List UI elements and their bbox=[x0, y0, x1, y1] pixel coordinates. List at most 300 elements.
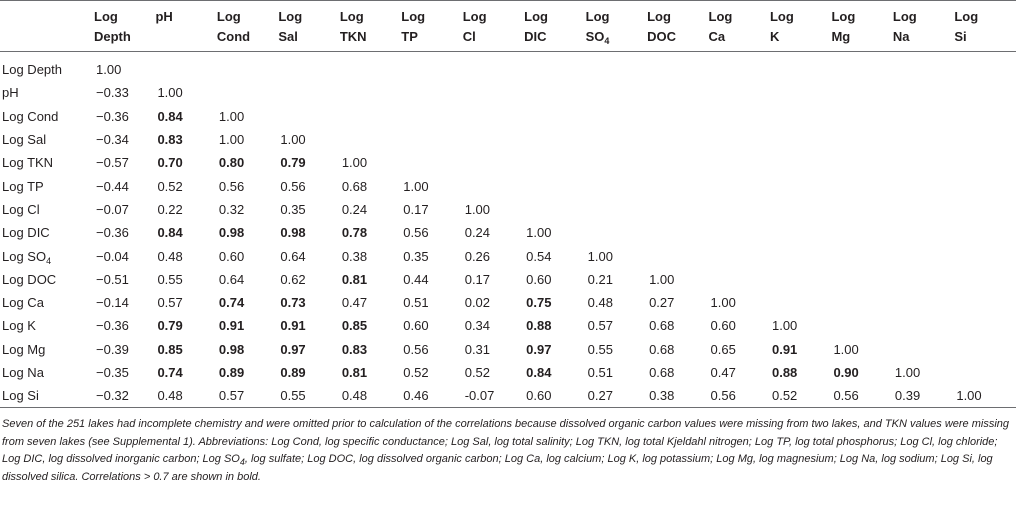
row-label bbox=[0, 105, 94, 128]
table-cell: −0.36 bbox=[96, 108, 129, 124]
table-cell: 0.83 bbox=[341, 341, 368, 357]
column-header-line2 bbox=[217, 27, 278, 47]
row-label-subscript: 4 bbox=[46, 255, 52, 266]
column-header-line1: Log bbox=[769, 9, 794, 24]
table-cell bbox=[893, 338, 954, 361]
column-header-line2-text: TP bbox=[401, 29, 418, 44]
column-header-subscript: 4 bbox=[604, 36, 610, 46]
column-header-line2-text: Cl bbox=[462, 29, 476, 44]
table-cell: 0.64 bbox=[280, 248, 306, 264]
table-cell bbox=[770, 81, 831, 104]
table-row bbox=[0, 338, 1016, 361]
table-cell: 0.98 bbox=[280, 225, 306, 241]
column-header bbox=[217, 1, 278, 52]
table-row bbox=[0, 314, 1016, 337]
table-cell bbox=[524, 198, 585, 221]
table-cell: 1.00 bbox=[710, 295, 736, 311]
table-cell: −0.44 bbox=[96, 178, 129, 194]
table-cell: −0.04 bbox=[96, 248, 129, 264]
column-header bbox=[155, 1, 216, 52]
table-cell bbox=[340, 128, 401, 151]
table-row bbox=[0, 244, 1016, 267]
column-header-line1: Log bbox=[524, 9, 548, 24]
table-cell: 0.46 bbox=[403, 388, 429, 404]
row-label-text: Log Cond bbox=[2, 108, 59, 124]
table-cell: −0.51 bbox=[96, 271, 129, 287]
table-cell: 0.81 bbox=[341, 271, 368, 287]
table-cell bbox=[463, 174, 524, 197]
table-cell bbox=[954, 291, 1016, 314]
table-row bbox=[0, 198, 1016, 221]
table-cell: 0.56 bbox=[280, 178, 306, 194]
table-cell: 0.98 bbox=[218, 225, 245, 241]
table-cell bbox=[770, 268, 831, 291]
table-cell: 0.52 bbox=[403, 365, 429, 380]
column-header bbox=[647, 1, 708, 52]
table-cell: 0.84 bbox=[157, 108, 183, 124]
table-cell: 0.38 bbox=[649, 388, 675, 404]
table-cell: −0.57 bbox=[96, 155, 129, 171]
table-cell: 0.74 bbox=[157, 365, 183, 380]
table-cell: −0.36 bbox=[96, 318, 129, 334]
table-cell bbox=[831, 151, 892, 174]
footnote-text-1: Seven of the 251 lakes had incomplete chemistry and were omitted prior to calculation of the correlations because dissolved organic carbon values were missing from two lakes, and TKN values were missing from seven lakes (see Supplemental 1). Abbreviations: Log Cond, log specific conductance; Log Sal, log total salinity; Log TKN, log total Kjeldahl nitrogen; Log TP, log total phosphorus; Log Cl, log chloride; Log DIC, log dissolved inorganic carbon; Log SO bbox=[2, 418, 1009, 466]
table-cell: 0.88 bbox=[526, 318, 552, 334]
header-corner bbox=[0, 1, 94, 52]
table-cell bbox=[647, 52, 708, 82]
row-label-text: Log DOC bbox=[2, 271, 57, 287]
table-cell: 0.54 bbox=[526, 248, 552, 264]
table-cell bbox=[586, 198, 647, 221]
row-label-text: pH bbox=[2, 85, 19, 101]
table-cell: 0.91 bbox=[218, 318, 245, 334]
table-cell bbox=[647, 105, 708, 128]
table-cell: 1.00 bbox=[894, 365, 921, 380]
table-cell bbox=[954, 244, 1016, 267]
table-cell bbox=[954, 338, 1016, 361]
table-cell: 0.75 bbox=[526, 295, 552, 311]
table-cell: 0.81 bbox=[341, 365, 368, 380]
table-cell: 0.88 bbox=[771, 365, 798, 380]
table-row bbox=[0, 361, 1016, 384]
table-cell: 0.60 bbox=[218, 248, 245, 264]
row-label-text: Log Depth bbox=[2, 62, 62, 78]
table-cell bbox=[831, 268, 892, 291]
table-cell bbox=[278, 81, 339, 104]
row-label-text: Log Cl bbox=[2, 201, 40, 217]
table-cell bbox=[770, 128, 831, 151]
table-cell: 0.52 bbox=[157, 178, 183, 194]
row-label-text: Log Ca bbox=[2, 295, 44, 311]
column-header-line1: Log bbox=[216, 9, 241, 24]
table-cell: -0.07 bbox=[464, 388, 495, 404]
column-header-line2-text: Depth bbox=[94, 29, 131, 44]
table-cell: 0.78 bbox=[341, 225, 368, 241]
table-cell: 1.00 bbox=[218, 108, 245, 124]
table-cell: 0.57 bbox=[218, 388, 245, 404]
table-cell bbox=[709, 81, 770, 104]
table-cell: 0.73 bbox=[280, 295, 306, 311]
row-label bbox=[0, 174, 94, 197]
table-cell bbox=[954, 52, 1016, 82]
table-cell bbox=[340, 81, 401, 104]
column-header-line2 bbox=[401, 27, 462, 47]
table-cell bbox=[893, 198, 954, 221]
table-cell: 0.60 bbox=[526, 271, 552, 287]
table-row bbox=[0, 128, 1016, 151]
column-header-line1: Log bbox=[831, 9, 856, 24]
table-cell bbox=[770, 174, 831, 197]
table-cell: 1.00 bbox=[403, 178, 429, 194]
row-label-text: Log Mg bbox=[2, 341, 46, 357]
table-cell: 0.60 bbox=[526, 388, 552, 404]
table-cell: 0.65 bbox=[710, 341, 736, 357]
table-cell bbox=[709, 198, 770, 221]
table-cell bbox=[893, 291, 954, 314]
table-cell: 0.97 bbox=[280, 341, 306, 357]
row-label-text: Log TP bbox=[2, 178, 44, 194]
table-cell bbox=[278, 105, 339, 128]
column-header-line1: Log bbox=[462, 9, 487, 24]
table-cell bbox=[340, 52, 401, 82]
column-header bbox=[463, 1, 524, 52]
table-row bbox=[0, 52, 1016, 82]
table-cell bbox=[340, 105, 401, 128]
table-cell: 0.51 bbox=[587, 365, 613, 380]
table-cell bbox=[463, 105, 524, 128]
table-cell: 0.22 bbox=[157, 201, 183, 217]
column-header bbox=[831, 1, 892, 52]
column-header-line2-text: DIC bbox=[524, 29, 547, 44]
table-cell bbox=[586, 151, 647, 174]
table-cell bbox=[831, 221, 892, 244]
column-header-line2 bbox=[831, 27, 892, 47]
table-cell bbox=[586, 174, 647, 197]
table-cell bbox=[954, 174, 1016, 197]
table-cell bbox=[524, 128, 585, 151]
table-cell: 0.48 bbox=[341, 388, 368, 404]
row-label bbox=[0, 338, 94, 361]
table-cell bbox=[770, 105, 831, 128]
column-header-line2 bbox=[709, 27, 770, 47]
column-header-line2-text: Ca bbox=[708, 29, 726, 44]
column-header-line2-text: DOC bbox=[647, 29, 676, 44]
table-cell: 0.91 bbox=[280, 318, 306, 334]
table-cell: 0.27 bbox=[649, 295, 675, 311]
column-header-line2 bbox=[647, 27, 708, 47]
table-row bbox=[0, 105, 1016, 128]
table-row bbox=[0, 268, 1016, 291]
table-cell: 0.17 bbox=[464, 271, 491, 287]
table-cell: 0.80 bbox=[218, 155, 245, 171]
table-cell: 0.90 bbox=[833, 365, 859, 380]
row-label-text: Log DIC bbox=[2, 225, 50, 241]
table-cell bbox=[831, 314, 892, 337]
footnote-text-2: , log sulfate; Log DOC, log dissolved organic carbon; Log Ca, log calcium; Log K, log potassium; Log Mg, log magnesium; Log Na, log sodium; Log Si, log dissolved silica. Correlations > 0.7 are shown in bold. bbox=[2, 453, 993, 483]
table-cell bbox=[709, 174, 770, 197]
table-cell: 0.24 bbox=[464, 225, 491, 241]
table-cell: 0.55 bbox=[587, 341, 613, 357]
row-label bbox=[0, 198, 94, 221]
table-cell bbox=[893, 52, 954, 82]
table-cell: 0.48 bbox=[587, 295, 613, 311]
table-cell: 0.56 bbox=[403, 225, 429, 241]
table-cell: 0.48 bbox=[157, 388, 183, 404]
column-header-line2 bbox=[278, 27, 339, 47]
table-cell bbox=[217, 81, 278, 104]
table-cell bbox=[831, 52, 892, 82]
table-cell: 0.55 bbox=[157, 271, 183, 287]
table-cell: 0.68 bbox=[649, 341, 675, 357]
table-cell: 0.56 bbox=[833, 388, 859, 404]
column-header bbox=[893, 1, 954, 52]
table-cell bbox=[893, 151, 954, 174]
table-cell: 0.79 bbox=[157, 318, 183, 334]
table-row bbox=[0, 291, 1016, 314]
table-cell: −0.39 bbox=[96, 341, 129, 357]
table-cell bbox=[770, 244, 831, 267]
table-cell: −0.32 bbox=[96, 388, 129, 404]
row-label bbox=[0, 128, 94, 151]
table-cell: 1.00 bbox=[649, 271, 675, 287]
column-header-line1: Log bbox=[954, 9, 979, 24]
table-cell: 0.57 bbox=[157, 295, 183, 311]
row-label-text: Log Sal bbox=[2, 132, 47, 148]
table-cell bbox=[217, 52, 278, 82]
column-header bbox=[524, 1, 585, 52]
column-header-line1: Log bbox=[401, 9, 426, 24]
table-cell: −0.14 bbox=[96, 295, 129, 311]
table-cell bbox=[831, 105, 892, 128]
column-header-line2-text: K bbox=[769, 29, 780, 44]
table-cell bbox=[954, 268, 1016, 291]
row-label bbox=[0, 291, 94, 314]
column-header-line1: Log bbox=[708, 9, 733, 24]
table-cell bbox=[155, 52, 216, 82]
column-header-line2 bbox=[893, 27, 954, 47]
table-cell bbox=[770, 151, 831, 174]
table-cell: 0.44 bbox=[403, 271, 429, 287]
column-header bbox=[770, 1, 831, 52]
table-cell: 0.64 bbox=[218, 271, 245, 287]
table-cell: 0.79 bbox=[280, 155, 306, 171]
row-label bbox=[0, 52, 94, 82]
table-row bbox=[0, 174, 1016, 197]
table-cell: 1.00 bbox=[464, 201, 491, 217]
table-row bbox=[0, 221, 1016, 244]
row-label bbox=[0, 268, 94, 291]
table-cell bbox=[831, 291, 892, 314]
column-header-line2 bbox=[524, 27, 585, 47]
column-header-line2 bbox=[954, 27, 1016, 47]
table-cell bbox=[709, 128, 770, 151]
table-cell bbox=[463, 81, 524, 104]
table-footnote bbox=[2, 416, 1010, 486]
table-cell: 1.00 bbox=[96, 62, 122, 78]
table-row bbox=[0, 151, 1016, 174]
table-cell bbox=[893, 81, 954, 104]
table-cell bbox=[278, 52, 339, 82]
table-cell bbox=[893, 244, 954, 267]
table-cell bbox=[401, 52, 462, 82]
column-header-line2-text: Mg bbox=[831, 29, 851, 44]
table-cell: 1.00 bbox=[218, 132, 245, 148]
table-cell bbox=[524, 151, 585, 174]
table-cell: 0.84 bbox=[157, 225, 183, 241]
row-label-text: Log SO bbox=[2, 248, 47, 264]
table-cell: 0.68 bbox=[649, 365, 675, 380]
table-cell bbox=[524, 174, 585, 197]
column-header-line2 bbox=[340, 27, 401, 47]
column-header-line2 bbox=[586, 27, 647, 47]
table-cell bbox=[954, 361, 1016, 384]
table-cell: 0.31 bbox=[464, 341, 491, 357]
column-header-line1: Log bbox=[339, 9, 364, 24]
table-cell bbox=[893, 128, 954, 151]
table-cell bbox=[401, 81, 462, 104]
column-header-line2 bbox=[94, 27, 155, 47]
table-cell: 1.00 bbox=[956, 388, 982, 404]
table-cell: 0.21 bbox=[587, 271, 613, 287]
table-cell bbox=[893, 221, 954, 244]
table-cell bbox=[401, 128, 462, 151]
column-header-line2 bbox=[770, 27, 831, 47]
row-label bbox=[0, 244, 94, 267]
table-cell: 0.24 bbox=[341, 201, 368, 217]
table-cell: 0.89 bbox=[280, 365, 306, 380]
column-header bbox=[709, 1, 770, 52]
column-header-line1: Log bbox=[647, 9, 671, 24]
table-cell: 0.83 bbox=[157, 132, 183, 148]
table-cell: 0.26 bbox=[464, 248, 491, 264]
table-cell: 0.56 bbox=[710, 388, 736, 404]
table-cell: 0.52 bbox=[771, 388, 798, 404]
table-cell bbox=[647, 81, 708, 104]
table-cell bbox=[463, 52, 524, 82]
table-cell bbox=[709, 244, 770, 267]
table-cell: 0.84 bbox=[526, 365, 552, 380]
table-cell bbox=[954, 198, 1016, 221]
column-header bbox=[340, 1, 401, 52]
table-cell: 0.68 bbox=[341, 178, 368, 194]
row-label bbox=[0, 81, 94, 104]
table-cell bbox=[831, 198, 892, 221]
table-cell: 0.56 bbox=[403, 341, 429, 357]
table-cell bbox=[647, 174, 708, 197]
table-cell: 0.62 bbox=[280, 271, 306, 287]
column-header-line1: Log bbox=[278, 9, 303, 24]
table-cell: 0.91 bbox=[771, 341, 798, 357]
table-cell: 0.52 bbox=[464, 365, 491, 380]
table-cell: 0.89 bbox=[218, 365, 245, 380]
table-cell: 1.00 bbox=[526, 225, 552, 241]
table-cell: 0.68 bbox=[649, 318, 675, 334]
row-label bbox=[0, 221, 94, 244]
table-cell bbox=[586, 221, 647, 244]
row-label bbox=[0, 361, 94, 384]
table-cell bbox=[954, 128, 1016, 151]
footnote-subscript: 4 bbox=[239, 457, 245, 468]
column-header-line2-text: Sal bbox=[278, 29, 298, 44]
column-header bbox=[94, 1, 155, 52]
table-cell: 0.32 bbox=[218, 201, 245, 217]
table-cell: 1.00 bbox=[157, 85, 183, 101]
table-cell: 1.00 bbox=[280, 132, 306, 148]
table-cell bbox=[647, 128, 708, 151]
table-cell: 0.38 bbox=[341, 248, 368, 264]
column-header-line2-text: TKN bbox=[339, 29, 367, 44]
table-cell bbox=[770, 52, 831, 82]
table-cell bbox=[586, 105, 647, 128]
column-header-line1: Log bbox=[892, 9, 917, 24]
table-cell: 0.39 bbox=[894, 388, 921, 404]
table-cell: −0.36 bbox=[96, 225, 129, 241]
column-header-line2-text: Si bbox=[954, 29, 967, 44]
table-cell bbox=[831, 244, 892, 267]
table-cell bbox=[524, 52, 585, 82]
table-cell bbox=[770, 198, 831, 221]
table-cell: 0.48 bbox=[157, 248, 183, 264]
row-label bbox=[0, 151, 94, 174]
table-cell: 1.00 bbox=[587, 248, 613, 264]
table-cell bbox=[893, 105, 954, 128]
table-cell: 0.85 bbox=[157, 341, 183, 357]
table-cell: 0.74 bbox=[218, 295, 245, 311]
table-cell: 0.17 bbox=[403, 201, 429, 217]
table-cell bbox=[647, 151, 708, 174]
table-cell: 0.35 bbox=[403, 248, 429, 264]
table-cell: −0.35 bbox=[96, 365, 129, 380]
row-label-text: Log Si bbox=[2, 388, 39, 404]
column-header-line1: Log bbox=[585, 9, 610, 24]
table-cell bbox=[647, 244, 708, 267]
column-header bbox=[401, 1, 462, 52]
table-cell: 1.00 bbox=[341, 155, 368, 171]
row-label-text: Log Na bbox=[2, 365, 44, 380]
table-cell: 0.85 bbox=[341, 318, 368, 334]
table-cell bbox=[954, 81, 1016, 104]
table-cell bbox=[401, 151, 462, 174]
table-cell bbox=[893, 314, 954, 337]
table-cell bbox=[709, 52, 770, 82]
table-cell bbox=[647, 221, 708, 244]
table-cell bbox=[586, 52, 647, 82]
table-cell bbox=[709, 151, 770, 174]
column-header-line2-text: SO bbox=[585, 29, 605, 44]
table-cell: 0.47 bbox=[341, 295, 368, 311]
table-cell bbox=[647, 198, 708, 221]
table-cell bbox=[524, 105, 585, 128]
table-cell: 0.57 bbox=[587, 318, 613, 334]
column-header-line1: Log bbox=[94, 9, 118, 24]
table-cell: 0.60 bbox=[403, 318, 429, 334]
table-cell: 0.70 bbox=[157, 155, 183, 171]
row-label bbox=[0, 384, 94, 408]
table-cell: 0.51 bbox=[403, 295, 429, 311]
header-row bbox=[0, 1, 1016, 52]
table-cell bbox=[954, 314, 1016, 337]
table-cell: −0.34 bbox=[96, 132, 129, 148]
row-label-text: Log TKN bbox=[2, 155, 54, 171]
table-body bbox=[0, 52, 1016, 408]
table-cell: 1.00 bbox=[833, 341, 859, 357]
table-cell: −0.33 bbox=[96, 85, 129, 101]
column-header bbox=[278, 1, 339, 52]
table-cell bbox=[709, 268, 770, 291]
table-cell bbox=[831, 128, 892, 151]
table-cell: 0.97 bbox=[526, 341, 552, 357]
table-cell: 0.47 bbox=[710, 365, 736, 380]
